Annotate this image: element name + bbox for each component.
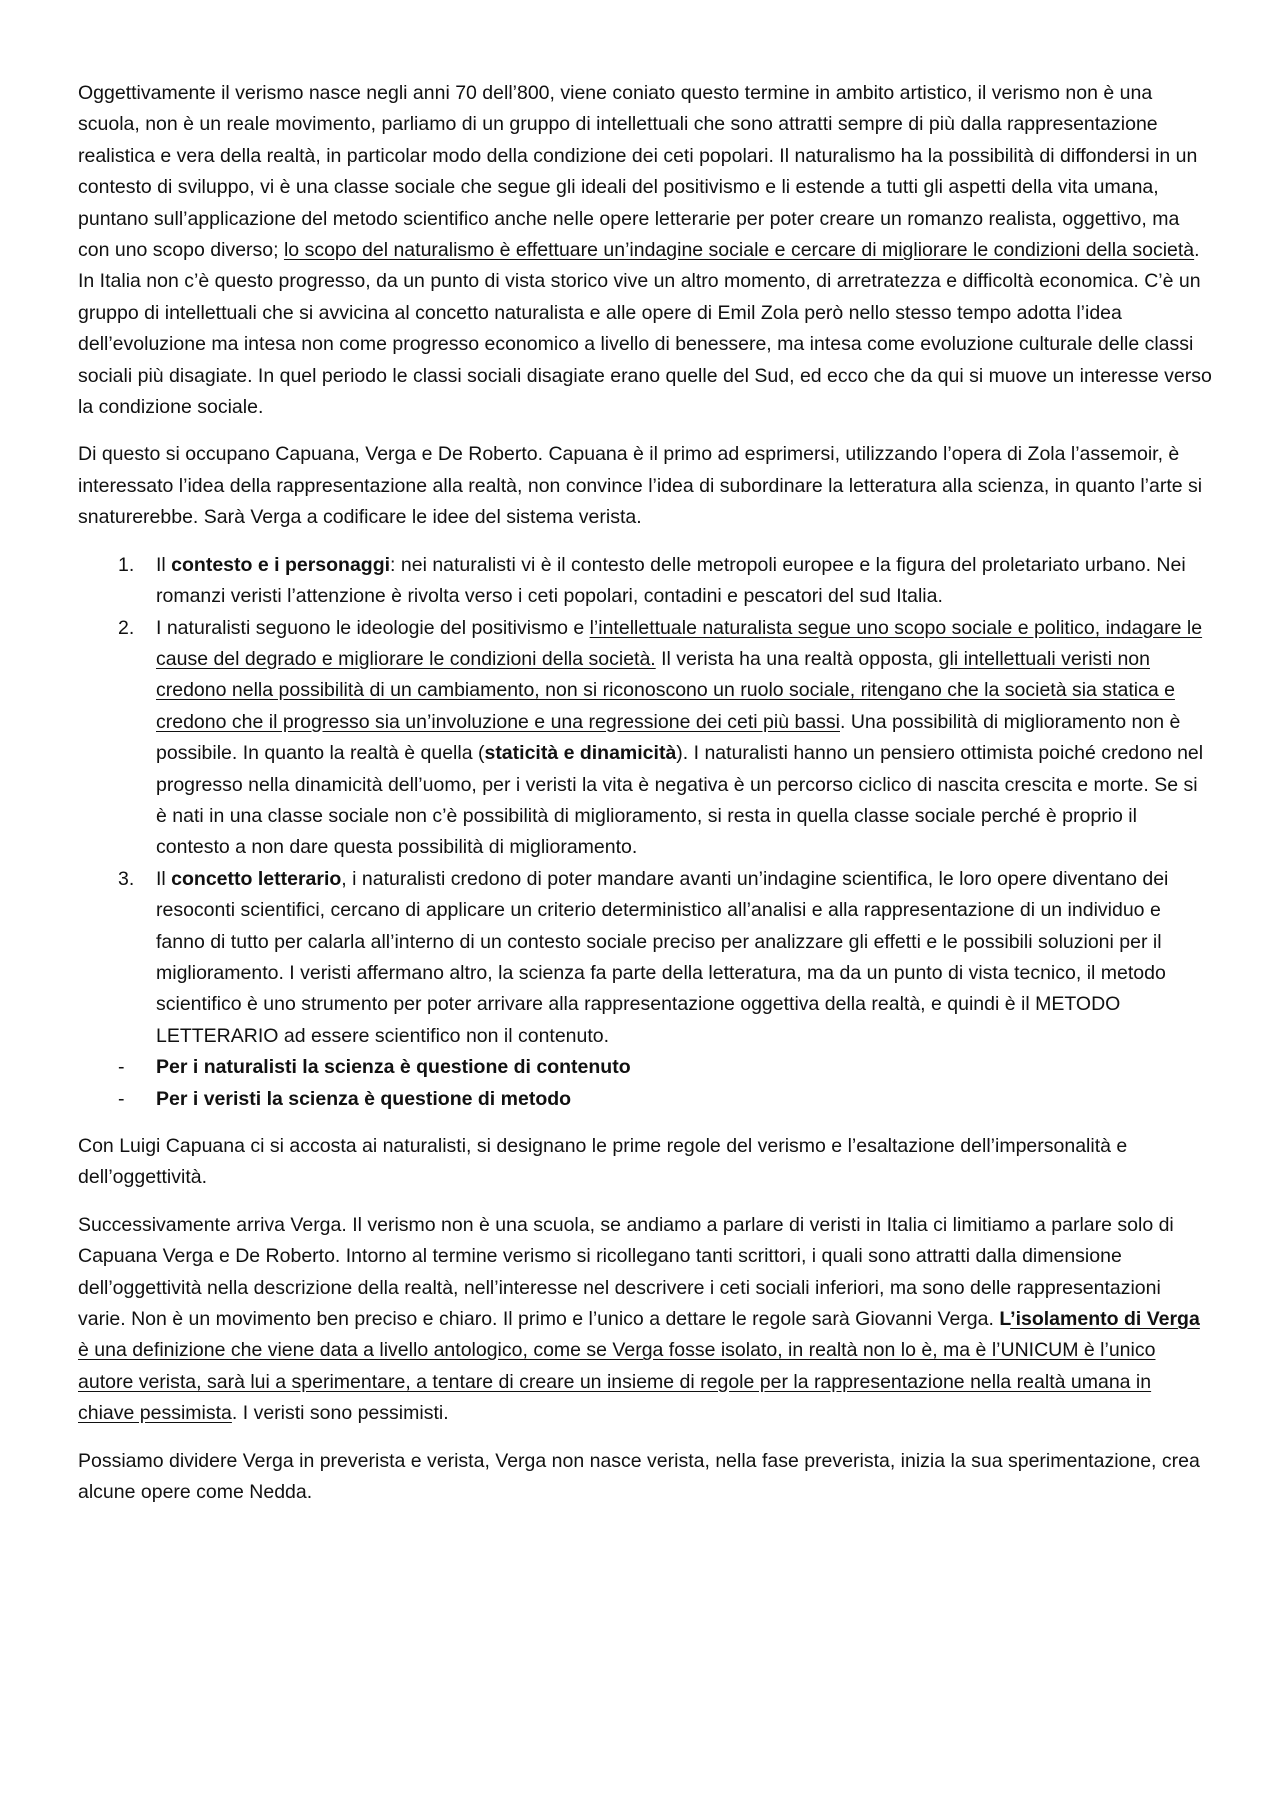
dash-marker: - <box>118 1087 125 1110</box>
dash-item-veristi: - Per i veristi la scienza è questione di metodo <box>78 1084 1212 1115</box>
bold-term: concetto letterario <box>171 867 342 890</box>
dash-list <box>78 1052 1212 1115</box>
bold-term: staticità e dinamicità <box>484 742 677 765</box>
underlined-intellettuali-veristi: gli intellettuali veristi non credono nella possibilità di un cambiamento, non si riconoscono un ruolo sociale, ritengano che la società sia statica e credono che il progresso sia un’involuzione e una regressione dei ceti più bassi <box>156 647 1175 733</box>
bold-term: contesto e i personaggi <box>171 553 391 576</box>
paragraph-arriva-verga: Successivamente arriva Verga. Il verismo non è una scuola, se andiamo a parlare di veristi in Italia ci limitiamo a parlare solo di Capuana Verga e De Roberto. Intorno al termine verismo si ricollegano tanti scrittori, i quali sono attratti dalla dimensione dell’oggettività nella descrizione della realtà, nell’interesse nel descrivere i ceti sociali inferiori, ma sono delle rappresentazioni varie. Non è un movimento ben preciso e chiaro. Il primo e l’unico a dettare le regole sarà Giovanni Verga. L’isolamento di Verga è una definizione che viene data a livello antologico, come se Verga fosse isolato, in realtà non lo è, ma è l’UNICUM è l’unico autore verista, sarà lui a sperimentare, a tentare di creare un insieme di regole per la rappresentazione nella realtà umana in chiave pessimista. I veristi sono pessimisti. <box>78 1213 1200 1425</box>
list-number: 1. <box>118 553 135 576</box>
numbered-list <box>78 550 1212 1053</box>
paragraph-luigi-capuana: Con Luigi Capuana ci si accosta ai naturalisti, si designano le prime regole del verismo e l’esaltazione dell’impersonalità e dell’oggettività. <box>78 1135 1128 1189</box>
list-number: 2. <box>118 616 135 639</box>
paragraph-capuana-verga-deroberto: Di questo si occupano Capuana, Verga e De Roberto. Capuana è il primo ad esprimersi, utilizzando l’opera di Zola l’assemoir, è interessato l’idea della rappresentazione alla realtà, non convince l’idea di subordinare la letteratura alla scienza, in quanto l’arte si snaturerebbe. Sarà Verga a codificare le idee del sistema verista. <box>78 443 1203 529</box>
dash-item-naturalisti: - Per i naturalisti la scienza è questione di contenuto <box>78 1052 1212 1083</box>
list-item-contesto: 1. Il contesto e i personaggi: nei naturalisti vi è il contesto delle metropoli europee e la figura del proletariato urbano. Nei romanzi veristi l’attenzione è rivolta verso i ceti popolari, contadini e pescatori del sud Italia. <box>78 550 1212 613</box>
document-page <box>78 78 1212 1524</box>
dash-marker: - <box>118 1056 125 1079</box>
list-item-ideologie: 2. I naturalisti seguono le ideologie del positivismo e l’intellettuale naturalista segue uno scopo sociale e politico, indagare le cause del degrado e migliorare le condizioni della società. Il verista ha una realtà opposta, gli intellettuali veristi non credono nella possibilità di un cambiamento, non si riconoscono un ruolo sociale, ritengano che la società sia statica e credono che il progresso sia un’involuzione e una regressione dei ceti più bassi. Una possibilità di miglioramento non è possibile. In quanto la realtà è quella (staticità e dinamicità). I naturalisti hanno un pensiero ottimista poiché credono nel progresso nella dinamicità dell’uomo, per i veristi la vita è negativa è un percorso ciclico di nascita crescita e morte. Se si è nati in una classe sociale non c’è possibilità di miglioramento, si resta in quella classe sociale perché è proprio il contesto a non dare questa possibilità di miglioramento. <box>78 613 1212 864</box>
underlined-naturalismo-scope: lo scopo del naturalismo è effettuare un’indagine sociale e cercare di migliorare le condizioni della società <box>283 239 1195 262</box>
list-item-concetto-letterario: 3. Il concetto letterario, i naturalisti credono di poter mandare avanti un’indagine scientifica, le loro opere diventano dei resoconti scientifici, cercano di applicare un criterio deterministico all’analisi e alla rappresentazione di un individuo e fanno di tutto per calarla all’interno di un contesto sociale preciso per analizzare gli effetti e le possibili soluzioni per il miglioramento. I veristi affermano altro, la scienza fa parte della letteratura, ma da un punto di vista tecnico, il metodo scientifico è uno strumento per poter arrivare alla rappresentazione oggettiva della realtà, e quindi è il METODO LETTERARIO ad essere scientifico non il contenuto. <box>78 864 1212 1052</box>
list-number: 3. <box>118 867 135 890</box>
underlined-unicum: è una definizione che viene data a livello antologico, come se Verga fosse isolato, in realtà non lo è, ma è l’UNICUM è l’unico autore verista, sarà lui a sperimentare, a tentare di creare un insieme di regole per la rappresentazione nella realtà umana in chiave pessimista <box>78 1339 1156 1425</box>
paragraph-preverista-verista: Possiamo dividere Verga in preverista e verista, Verga non nasce verista, nella fase preverista, inizia la sua sperimentazione, crea alcune opere come Nedda. <box>78 1449 1200 1504</box>
underlined-intellettuale-naturalista: l’intellettuale naturalista segue uno scopo sociale e politico, indagare le cause del degrado e migliorare le condizioni della società. <box>156 616 1203 670</box>
bold-isolamento: L’isolamento di Verga <box>999 1308 1200 1331</box>
paragraph-verismo-origins: Oggettivamente il verismo nasce negli anni 70 dell’800, viene coniato questo termine in ambito artistico, il verismo non è una scuola, non è un reale movimento, parliamo di un gruppo di intellettuali che sono attratti sempre di più dalla rappresentazione realistica e vera della realtà, in particolar modo della condizione dei ceti popolari. Il naturalismo ha la possibilità di diffondersi in un contesto di sviluppo, vi è una classe sociale che segue gli ideali del positivismo e li estende a tutti gli aspetti della vita umana, puntano sull’applicazione del metodo scientifico anche nelle opere letterarie per poter creare un romanzo realista, oggettivo, ma con uno scopo diverso; lo scopo del naturalismo è effettuare un’indagine sociale e cercare di migliorare le condizioni della società. In Italia non c’è questo progresso, da un punto di vista storico vive un altro momento, di arretratezza e difficoltà economica. C’è un gruppo di intellettuali che si avvicina al concetto naturalista e alle opere di Emil Zola però nello stesso tempo adotta l’idea dell’evoluzione ma intesa non come progresso economico a livello di benessere, ma intesa come evoluzione culturale delle classi sociali più disagiate. In quel periodo le classi sociali disagiate erano quelle del Sud, ed ecco che da qui si muove un interesse verso la condizione sociale. <box>78 82 1212 419</box>
